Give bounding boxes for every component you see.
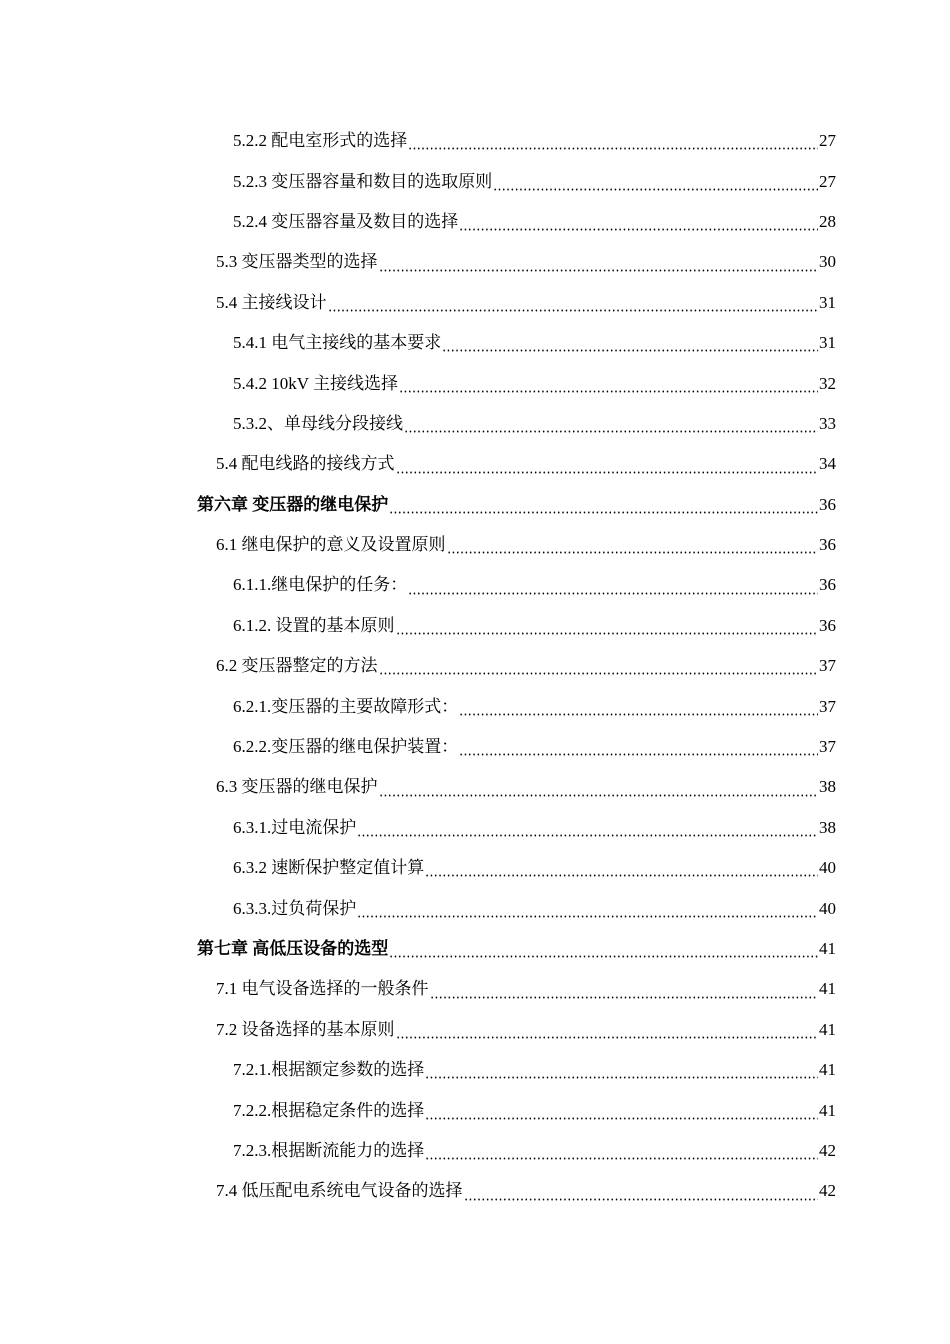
toc-dot-leader	[459, 753, 818, 756]
toc-entry-page-number: 42	[819, 1140, 836, 1160]
toc-entry-title: 6.2.1.变压器的主要故障形式：	[233, 696, 459, 716]
toc-entry[interactable]	[0, 565, 950, 605]
toc-entry[interactable]	[0, 888, 950, 928]
toc-entry[interactable]	[0, 363, 950, 403]
toc-entry-title: 5.3 变压器类型的选择	[216, 252, 378, 272]
toc-entry-page-number: 33	[819, 413, 836, 433]
toc-entry-page-number: 41	[819, 1060, 836, 1080]
toc-entry-page-number: 41	[819, 979, 836, 999]
toc-entry-title: 6.3.2 速断保护整定值计算	[233, 858, 425, 878]
toc-entry-title: 5.2.3 变压器容量和数目的选取原则	[233, 171, 493, 191]
toc-entry-page-number: 40	[819, 858, 836, 878]
toc-entry[interactable]	[0, 525, 950, 565]
toc-dot-leader	[379, 269, 819, 272]
toc-entry-page-number: 36	[819, 615, 836, 635]
toc-entry-page-number: 30	[819, 252, 836, 272]
toc-entry-title: 7.2 设备选择的基本原则	[216, 1019, 395, 1039]
toc-entry-page-number: 36	[819, 535, 836, 555]
toc-chapter-entry[interactable]	[0, 485, 950, 525]
toc-entry[interactable]	[0, 404, 950, 444]
table-of-contents	[0, 121, 950, 1212]
toc-entry-page-number: 41	[819, 1019, 836, 1039]
toc-entry-title: 6.2.2.变压器的继电保护装置：	[233, 737, 459, 757]
toc-entry[interactable]	[0, 444, 950, 484]
toc-dot-leader	[396, 471, 819, 474]
toc-entry[interactable]	[0, 1171, 950, 1211]
toc-entry-page-number: 34	[819, 454, 836, 474]
toc-entry[interactable]	[0, 727, 950, 767]
toc-entry-title: 7.4 低压配电系统电气设备的选择	[216, 1181, 463, 1201]
toc-dot-leader	[357, 915, 818, 918]
toc-dot-leader	[459, 228, 818, 231]
toc-entry-page-number: 37	[819, 656, 836, 676]
toc-entry-page-number: 42	[819, 1181, 836, 1201]
toc-entry-page-number: 38	[819, 777, 836, 797]
toc-entry-page-number: 31	[819, 292, 836, 312]
toc-dot-leader	[447, 551, 819, 554]
toc-entry-page-number: 40	[819, 898, 836, 918]
toc-entry[interactable]	[0, 323, 950, 363]
toc-entry-page-number: 41	[819, 1100, 836, 1120]
toc-entry[interactable]	[0, 1010, 950, 1050]
toc-entry-title: 6.1.2. 设置的基本原则	[233, 615, 395, 635]
toc-entry-title: 5.2.4 变压器容量及数目的选择	[233, 211, 459, 231]
toc-entry[interactable]	[0, 1090, 950, 1130]
toc-entry-page-number: 41	[819, 939, 836, 958]
toc-dot-leader	[379, 672, 819, 675]
toc-dot-leader	[404, 430, 818, 433]
toc-entry[interactable]	[0, 767, 950, 807]
toc-entry-title: 7.2.2.根据稳定条件的选择	[233, 1100, 425, 1120]
toc-dot-leader	[396, 632, 819, 635]
toc-entry-page-number: 38	[819, 817, 836, 837]
toc-entry-page-number: 36	[819, 575, 836, 595]
toc-entry[interactable]	[0, 606, 950, 646]
toc-entry-page-number: 27	[819, 171, 836, 191]
toc-entry-title: 6.3 变压器的继电保护	[216, 777, 378, 797]
toc-dot-leader	[464, 1198, 819, 1201]
toc-entry-page-number: 32	[819, 373, 836, 393]
toc-dot-leader	[389, 511, 818, 514]
toc-dot-leader	[493, 188, 818, 191]
toc-entry-title: 5.2.2 配电室形式的选择	[233, 131, 408, 151]
toc-entry-title: 7.2.1.根据额定参数的选择	[233, 1060, 425, 1080]
toc-entry[interactable]	[0, 161, 950, 201]
toc-entry-page-number: 36	[819, 494, 836, 514]
toc-entry[interactable]	[0, 686, 950, 726]
toc-entry[interactable]	[0, 283, 950, 323]
toc-entry-page-number: 37	[819, 696, 836, 716]
toc-dot-leader	[425, 874, 818, 877]
toc-entry-title: 5.4 主接线设计	[216, 292, 327, 312]
toc-entry-page-number: 28	[819, 211, 836, 231]
toc-dot-leader	[459, 713, 818, 716]
toc-entry-title: 6.3.3.过负荷保护	[233, 898, 357, 918]
toc-entry-title: 6.3.1.过电流保护	[233, 817, 357, 837]
toc-chapter-entry[interactable]	[0, 929, 950, 969]
toc-entry-title: 7.1 电气设备选择的一般条件	[216, 979, 429, 999]
toc-dot-leader	[425, 1117, 818, 1120]
toc-entry[interactable]	[0, 969, 950, 1009]
toc-dot-leader	[425, 1157, 818, 1160]
toc-entry-page-number: 27	[819, 131, 836, 151]
toc-dot-leader	[328, 309, 819, 312]
toc-entry-title: 6.1 继电保护的意义及设置原则	[216, 535, 446, 555]
toc-dot-leader	[442, 349, 818, 352]
toc-dot-leader	[396, 1036, 819, 1039]
toc-entry[interactable]	[0, 808, 950, 848]
toc-dot-leader	[425, 1076, 818, 1079]
toc-entry-page-number: 37	[819, 737, 836, 757]
toc-entry-title: 5.4 配电线路的接线方式	[216, 454, 395, 474]
toc-entry[interactable]	[0, 121, 950, 161]
toc-dot-leader	[408, 147, 818, 150]
toc-entry[interactable]	[0, 242, 950, 282]
toc-dot-leader	[399, 390, 818, 393]
toc-entry-title: 5.4.1 电气主接线的基本要求	[233, 333, 442, 353]
toc-entry[interactable]	[0, 646, 950, 686]
toc-entry[interactable]	[0, 202, 950, 242]
toc-entry-title: 第六章 变压器的继电保护	[197, 494, 389, 514]
toc-entry-title: 5.4.2 10kV 主接线选择	[233, 373, 398, 393]
toc-dot-leader	[389, 955, 818, 958]
toc-entry[interactable]	[0, 848, 950, 888]
toc-entry-title: 第七章 高低压设备的选型	[197, 939, 389, 958]
toc-dot-leader	[357, 834, 818, 837]
toc-entry[interactable]	[0, 1131, 950, 1171]
toc-entry-title: 7.2.3.根据断流能力的选择	[233, 1140, 425, 1160]
toc-entry-title: 5.3.2、单母线分段接线	[233, 413, 403, 433]
toc-dot-leader	[408, 592, 818, 595]
toc-dot-leader	[430, 996, 819, 999]
toc-entry-title: 6.2 变压器整定的方法	[216, 656, 378, 676]
toc-entry[interactable]	[0, 1050, 950, 1090]
toc-entry-title: 6.1.1.继电保护的任务：	[233, 575, 408, 595]
toc-dot-leader	[379, 794, 819, 797]
toc-entry-page-number: 31	[819, 333, 836, 353]
